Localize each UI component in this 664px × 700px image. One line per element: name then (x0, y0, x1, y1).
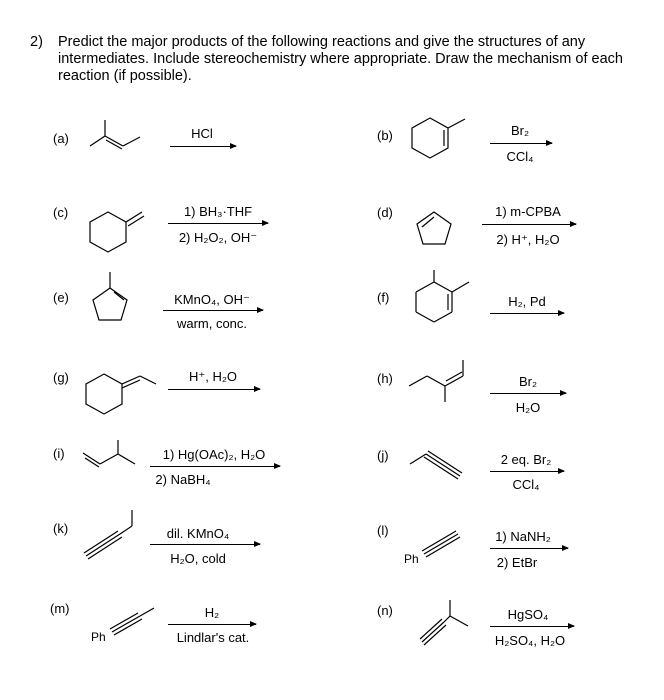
reagent-m-top: H₂ (204, 605, 220, 620)
structure-c-methylenecyclohexane (88, 202, 153, 257)
reagent-b-bottom: CCl₄ (506, 149, 534, 164)
structure-k-pentyne (84, 508, 140, 560)
reagent-c-bottom: 2) H₂O₂, OH⁻ (178, 230, 258, 245)
reaction-label-m: (m) (50, 601, 70, 616)
arrow-l (490, 548, 568, 549)
arrow-n (490, 626, 574, 627)
question-line-3: reaction (if possible). (58, 68, 192, 84)
reagent-e-top: KMnO₄, OH⁻ (174, 292, 250, 307)
reagent-d-top: 1) m-CPBA (495, 204, 561, 219)
arrow-m (168, 624, 256, 625)
structure-d-cyclopentene (416, 210, 461, 255)
phenyl-label-m: Ph (91, 630, 106, 644)
reagent-k-top: dil. KMnO₄ (166, 526, 230, 541)
question-number: 2) (30, 34, 43, 50)
reagent-g-top: H⁺, H₂O (188, 369, 238, 384)
reaction-label-i: (i) (53, 446, 65, 461)
reagent-i-top: 1) Hg(OAc)₂, H₂O (162, 447, 266, 462)
reagent-e-bottom: warm, conc. (176, 316, 248, 331)
reagent-l-bottom: 2) EtBr (496, 555, 538, 570)
reaction-label-e: (e) (53, 290, 69, 305)
reaction-label-g: (g) (53, 370, 69, 385)
reaction-label-a: (a) (53, 131, 69, 146)
reaction-label-l: (l) (377, 523, 389, 538)
structure-b-methylcyclohexene (410, 112, 475, 167)
reagent-h-bottom: H₂O (515, 400, 541, 415)
structure-m-phenylpropyne (110, 604, 158, 638)
reagent-j-top: 2 eq. Br₂ (500, 452, 552, 467)
reaction-label-h: (h) (377, 371, 393, 386)
reagent-n-top: HgSO₄ (507, 607, 549, 622)
reagent-h-top: Br₂ (518, 374, 538, 389)
structure-j-butyne (408, 450, 466, 482)
arrow-d (482, 224, 576, 225)
reaction-label-d: (d) (377, 205, 393, 220)
arrow-i (150, 466, 280, 467)
structure-a-alkene (85, 118, 145, 158)
reagent-i-bottom: 2) NaBH₄ (155, 472, 211, 487)
reaction-label-k: (k) (53, 521, 69, 536)
reaction-label-f: (f) (377, 290, 390, 305)
reagent-c-top: 1) BH₃·THF (183, 204, 253, 219)
reagent-l-top: 1) NaNH₂ (495, 529, 551, 544)
reagent-m-bottom: Lindlar's cat. (176, 630, 250, 645)
phenyl-label-l: Ph (404, 552, 419, 566)
structure-i-alkene (80, 440, 142, 476)
structure-e-methylcyclopentene (92, 270, 137, 335)
arrow-b (490, 143, 552, 144)
reagent-j-bottom: CCl₄ (512, 477, 540, 492)
arrow-h (490, 393, 566, 394)
reagent-a-top: HCl (191, 126, 213, 141)
structure-n-methylbutyne (420, 598, 472, 646)
question-line-1: Predict the major products of the following reactions and give the structures of any (58, 34, 586, 50)
arrow-j (490, 471, 564, 472)
reagent-b-top: Br₂ (510, 123, 530, 138)
question-line-2: intermediates. Include stereochemistry where appropriate. Draw the mechanism of each (58, 51, 623, 67)
structure-l-phenylacetylene (422, 530, 462, 560)
reagent-n-bottom: H₂SO₄, H₂O (494, 633, 566, 648)
reaction-label-j: (j) (377, 448, 389, 463)
arrow-f (490, 313, 564, 314)
structure-f-isopropylidenecyclohexane (414, 268, 479, 340)
reagent-f-top: H₂, Pd (508, 294, 546, 309)
reaction-label-b: (b) (377, 128, 393, 143)
structure-h-alkene (407, 358, 475, 406)
arrow-e (163, 310, 263, 311)
reagent-k-bottom: H₂O, cold (170, 551, 226, 566)
arrow-g (168, 389, 260, 390)
arrow-k (150, 544, 260, 545)
structure-g-ethylidenecyclohexane (84, 366, 159, 424)
arrow-a (170, 146, 236, 147)
reaction-label-n: (n) (377, 603, 393, 618)
arrow-c (168, 223, 268, 224)
reagent-d-bottom: 2) H⁺, H₂O (496, 232, 560, 247)
reaction-label-c: (c) (53, 205, 69, 220)
